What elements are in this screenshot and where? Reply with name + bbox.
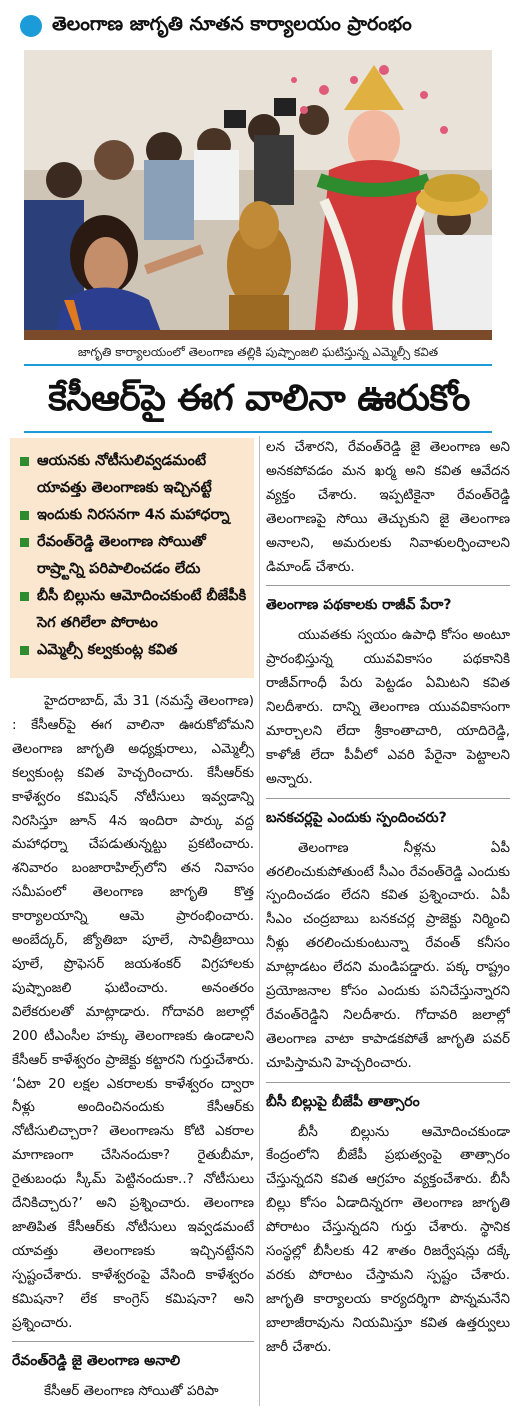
subheading: రేవంత్‌రెడ్డి జై తెలంగాణ అనాలి: [12, 1353, 181, 1370]
highlight-item: ఇందుకు నిరసనగా 4న మహాధర్నా: [20, 502, 248, 529]
highlight-item: రేవంత్‌రెడ్డి తెలంగాణ సోయితో రాష్ర్టాన్ని పరిపాలించడం లేదు: [20, 529, 248, 583]
article-paragraph: కేసీఆర్ తెలంగాణ సోయితో పరిపా: [44, 1383, 219, 1400]
article-paragraph: హైదరాబాద్, మే 31 (నమస్తే తెలంగాణ) : కేసీఆర్‌పై ఈగ వాలినా ఊరుకోబోమని తెలంగాణ జాగృతి అధ్యక్షురాలు, ఎమ్మెల్సీ కల్వకుంట్ల కవిత హెచ్చరించారు. కేసీఆర్‌కు కాళేశ్వరం కమిషన్ నోటీసులు ఇవ్వడాన్ని నిరసిస్తూ జూన్ 4న ఇందిరా పార్కు వద్ద మహాధర్నా చేపడుతున్నట్టు ప్రకటించారు. శనివారం బంజారాహిల్స్‌లోని తన నివాసం సమీపంలో తెలంగాణ జాగృతి కొత్త కార్యాలయాన్ని ఆమె ప్రారంభించారు. అంబేద్కర్, జ్యోతిబా పూలే, సావిత్రీబాయి పూలే, ప్రొఫెసర్ జయశంకర్ విగ్రహాలకు పుష్పాంజలి ఘటించారు. అనంతరం విలేకరులతో మాట్లాడారు. గోదావరి జలాల్లో 200 టీఎంసీల హక్కు తెలంగాణకు ఉండాలని కేసీఆర్ కాళేశ్వరం ప్రాజెక్టు కట్టారని గుర్తుచేశారు. ‘ఏటా 20 లక్షల ఎకరాలకు కాళేశ్వరం ద్వారా నీళ్లు అందించినందుకు కేసీఆర్‌కు నోటీసులిచ్చారా? తెలంగాణను కోటి ఎకరాల మాగాణంగా చేసినందుకా? రైతుబీమా, రైతుబంధు స్కీమ్ పెట్టినందుకా..? నోటీసులు దేనికిచ్చారు?’ అని ప్రశ్నించారు. తెలంగాణ జాతిపిత కేసీఆర్‌కు నోటీసులు ఇవ్వడమంటే యావత్తు తెలంగాణకు ఇచ్చినట్టేనని స్పష్టంచేశారు. కాళేశ్వరంపై వేసింది కాళేశ్వరం కమిషనా? లేక కాంగ్రెస్ కమిషనా? అని ప్రశ్నించారు.: [12, 693, 254, 1331]
subheading: బీసీ బిల్లుపై బీజేపీ తాత్సారం: [266, 1093, 420, 1110]
highlight-item: ఎమ్మెల్సీ కల్వకుంట్ల కవిత: [20, 637, 248, 664]
photo-caption: జాగృతి కార్యాలయంలో తెలంగాణ తల్లికి పుష్పాంజలి ఘటిస్తున్న ఎమ్మెల్సీ కవిత: [77, 345, 439, 359]
subhead-rule: [266, 1082, 510, 1083]
kicker-text: తెలంగాణ జాగృతి నూతన కార్యాలయం ప్రారంభం: [52, 12, 412, 35]
article-column-left: [12, 690, 254, 1406]
article-column-right: [266, 436, 510, 1406]
news-photo: [24, 50, 492, 340]
top-rule: [24, 364, 492, 366]
article-paragraph: బీసీ బిల్లును ఆమోదించకుండా కేంద్రంలోని బీజేపీ ప్రభుత్వంపై తాత్సారం చేస్తున్నదని కవిత ఆగ్రహం వ్యక్తంచేశారు. బీసీ బిల్లు కోసం ఏడాదిన్నరగా తెలంగాణ జాగృతి పోరాటం చేస్తున్నదని గుర్తు చేశారు. స్థానిక సంస్థల్లో బీసీలకు 42 శాతం రిజర్వేషన్లు దక్కే వరకు పోరాటం చేస్తామని స్పష్టం చేశారు. జాగృతి కార్యాలయ కార్యదర్శిగా పొన్నమనేని బాలాజీరావును నియమిస్తూ కవిత ఉత్తర్వులు జారీ చేశారు.: [266, 1123, 510, 1355]
subhead-rule: [266, 798, 510, 799]
article-paragraph: యువతకు స్వయం ఉపాధి కోసం అంటూ ప్రారంభిస్తున్న యువవికాసం పథకానికి రాజీవ్‌గాంధీ పేరు పెట్టడం ఏమిటని కవిత నిలదీశారు. దాన్ని తెలంగాణ యువవికాసంగా మార్చాలని లేదా శ్రీకాంతాచారి, యాదిరెడ్డి, కాళోజీ లేదా పీవీలో ఎవరి పేరైనా పెట్టాలని అన్నారు.: [266, 627, 510, 787]
column-divider: [259, 436, 260, 1406]
headline-rule: [24, 431, 492, 433]
highlight-item: బీసీ బిల్లును ఆమోదించకుంటే బీజేపీకి సెగ తగిలేలా పోరాటం: [20, 583, 248, 637]
headline: కేసీఆర్‌పై ఈగ వాలినా ఊరుకోం: [48, 378, 470, 419]
bullet-square-icon: [20, 538, 29, 547]
subhead-rule: [266, 585, 510, 586]
bullet-square-icon: [20, 457, 29, 466]
bullet-square-icon: [20, 646, 29, 655]
highlight-item: ఆయనకు నోటీసులివ్వడమంటే యావత్తు తెలంగాణకు ఇచ్చినట్టే: [20, 448, 248, 502]
bullet-square-icon: [20, 511, 29, 520]
subheading: తెలంగాణ పథకాలకు రాజీవ్ పేరా?: [266, 597, 452, 614]
subheading: బనకచర్లపై ఎందుకు స్పందించరు?: [266, 809, 447, 826]
kicker-bullet-icon: [20, 15, 42, 37]
highlights-box: [10, 438, 254, 678]
photo-illustration: [24, 50, 492, 340]
article-paragraph: తెలంగాణ నీళ్లను ఏపీ తరలించుకుపోతుంటే సీఎం రేవంత్‌రెడ్డి ఎందుకు స్పందించడం లేదని కవిత ప్రశ్నించారు. ఏపీ సీఎం చంద్రబాబు బనకచర్ల ప్రాజెక్టు నిర్మించి నీళ్లు తరలించుకుంటున్నా రేవంత్ కనీసం మాట్లాడటం లేదని మండిపడ్డారు. పక్క రాష్ట్రం ప్రయోజనాల కోసం ఎందుకు పనిచేస్తున్నారని రేవంత్‌రెడ్డిని నిలదీశారు. గోదావరి జలాల్లో తెలంగాణ వాటా కాపాడకపోతే జాగృతి పవర్ చూపిస్తామని హెచ్చరించారు.: [266, 839, 510, 1071]
bullet-square-icon: [20, 592, 29, 601]
article-paragraph: లన చేశారని, రేవంత్‌రెడ్డి జై తెలంగాణ అని అనకపోవడం మన ఖర్మ అని కవిత ఆవేదన వ్యక్తం చేశారు. ఇప్పటికైనా రేవంత్‌రెడ్డి తెలంగాణపై సోయి తెచ్చుకుని జై తెలంగాణ అనాలని, అమరులకు నివాళులర్పించాలని డిమాండ్ చేశారు.: [266, 439, 510, 575]
subhead-rule: [12, 1341, 254, 1342]
kicker: [0, 4, 518, 48]
